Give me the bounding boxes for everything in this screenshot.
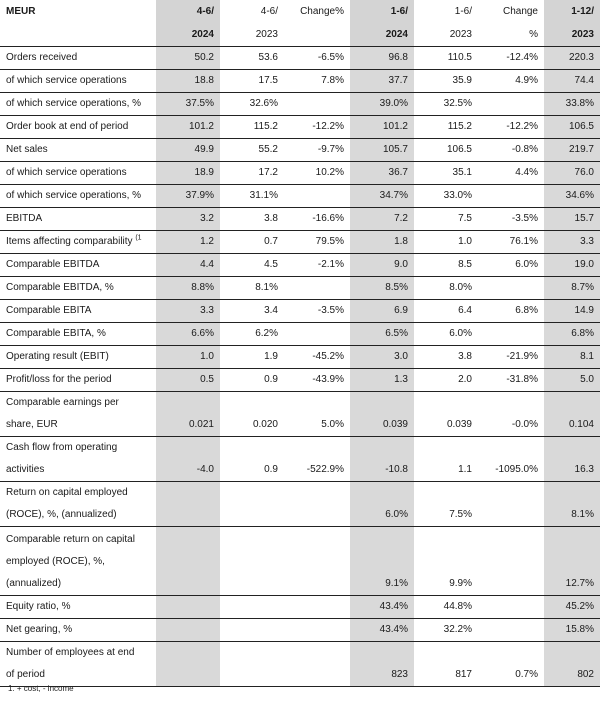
row-label: of which service operations — [0, 162, 156, 185]
value-cell — [156, 642, 220, 687]
value-cell: 3.3 — [156, 300, 220, 323]
value-cell — [284, 185, 350, 208]
value-cell: 6.8% — [544, 323, 600, 346]
value-cell: 7.5 — [414, 208, 478, 231]
value-cell — [478, 619, 544, 642]
value-cell: 37.5% — [156, 93, 220, 116]
value-cell: -1095.0% — [478, 437, 544, 482]
row-label: Cash flow from operating activities — [0, 437, 156, 482]
value-cell: 14.9 — [544, 300, 600, 323]
value-cell: 0.9 — [220, 437, 284, 482]
value-cell — [284, 619, 350, 642]
value-cell: 3.0 — [350, 346, 414, 369]
column-header-4: 1-6/ 2024 — [350, 0, 414, 47]
value-cell — [478, 482, 544, 527]
value-cell: 1.8 — [350, 231, 414, 254]
value-cell: 43.4% — [350, 596, 414, 619]
value-cell: 53.6 — [220, 47, 284, 70]
value-cell: 0.039 — [414, 392, 478, 437]
table-row — [0, 300, 600, 323]
value-cell: 9.9% — [414, 527, 478, 596]
value-cell: 4.9% — [478, 70, 544, 93]
value-cell — [478, 596, 544, 619]
value-cell: 6.8% — [478, 300, 544, 323]
value-cell: 6.0% — [478, 254, 544, 277]
value-cell: -2.1% — [284, 254, 350, 277]
value-cell — [284, 323, 350, 346]
value-cell: 36.7 — [350, 162, 414, 185]
value-cell — [156, 527, 220, 596]
value-cell: 6.5% — [350, 323, 414, 346]
table-row — [0, 116, 600, 139]
value-cell: 17.5 — [220, 70, 284, 93]
table-row — [0, 162, 600, 185]
value-cell: 18.9 — [156, 162, 220, 185]
value-cell: -0.8% — [478, 139, 544, 162]
table-row — [0, 47, 600, 70]
value-cell: 15.8% — [544, 619, 600, 642]
value-cell: -21.9% — [478, 346, 544, 369]
value-cell: 6.6% — [156, 323, 220, 346]
value-cell: 76.0 — [544, 162, 600, 185]
value-cell: -6.5% — [284, 47, 350, 70]
column-header-2: 4-6/ 2023 — [220, 0, 284, 47]
value-cell: 19.0 — [544, 254, 600, 277]
table-row — [0, 346, 600, 369]
value-cell — [220, 596, 284, 619]
value-cell: -9.7% — [284, 139, 350, 162]
row-label: Comparable EBITA, % — [0, 323, 156, 346]
table-row — [0, 482, 600, 527]
row-label: Comparable EBITA — [0, 300, 156, 323]
value-cell: 101.2 — [350, 116, 414, 139]
value-cell: 9.1% — [350, 527, 414, 596]
row-label: Net sales — [0, 139, 156, 162]
value-cell: 44.8% — [414, 596, 478, 619]
value-cell: 101.2 — [156, 116, 220, 139]
value-cell: 3.2 — [156, 208, 220, 231]
value-cell: 3.8 — [220, 208, 284, 231]
value-cell: -12.2% — [478, 116, 544, 139]
row-label: Profit/loss for the period — [0, 369, 156, 392]
value-cell — [220, 619, 284, 642]
value-cell: 7.2 — [350, 208, 414, 231]
value-cell: 33.0% — [414, 185, 478, 208]
value-cell: 6.2% — [220, 323, 284, 346]
value-cell: 31.1% — [220, 185, 284, 208]
value-cell — [220, 642, 284, 687]
value-cell: 1.0 — [156, 346, 220, 369]
value-cell: 12.7% — [544, 527, 600, 596]
value-cell: -0.0% — [478, 392, 544, 437]
value-cell: 1.3 — [350, 369, 414, 392]
value-cell: 37.9% — [156, 185, 220, 208]
value-cell — [284, 596, 350, 619]
value-cell: 5.0 — [544, 369, 600, 392]
value-cell — [478, 277, 544, 300]
table-row — [0, 254, 600, 277]
value-cell: 817 — [414, 642, 478, 687]
value-cell — [478, 185, 544, 208]
value-cell — [478, 527, 544, 596]
value-cell: 0.5 — [156, 369, 220, 392]
value-cell: 15.7 — [544, 208, 600, 231]
value-cell: 4.4% — [478, 162, 544, 185]
value-cell: 3.8 — [414, 346, 478, 369]
value-cell: 8.7% — [544, 277, 600, 300]
value-cell: 6.4 — [414, 300, 478, 323]
value-cell: 0.7 — [220, 231, 284, 254]
value-cell — [478, 323, 544, 346]
value-cell: 18.8 — [156, 70, 220, 93]
value-cell: -10.8 — [350, 437, 414, 482]
value-cell: 3.3 — [544, 231, 600, 254]
value-cell: 34.7% — [350, 185, 414, 208]
column-header-6: Change % — [478, 0, 544, 47]
value-cell: -16.6% — [284, 208, 350, 231]
value-cell — [220, 482, 284, 527]
row-label: Number of employees at end of period — [0, 642, 156, 687]
value-cell: 4.4 — [156, 254, 220, 277]
row-label: Orders received — [0, 47, 156, 70]
value-cell: 106.5 — [414, 139, 478, 162]
column-header-7: 1-12/ 2023 — [544, 0, 600, 47]
value-cell: 9.0 — [350, 254, 414, 277]
row-label: EBITDA — [0, 208, 156, 231]
row-label: of which service operations, % — [0, 93, 156, 116]
table-row — [0, 642, 600, 687]
table-row — [0, 277, 600, 300]
value-cell: 45.2% — [544, 596, 600, 619]
value-cell: 8.0% — [414, 277, 478, 300]
value-cell: 1.0 — [414, 231, 478, 254]
value-cell: 34.6% — [544, 185, 600, 208]
value-cell — [284, 93, 350, 116]
value-cell: 8.8% — [156, 277, 220, 300]
table-row — [0, 437, 600, 482]
header-row — [0, 0, 600, 47]
footnote: 1. + cost, - income — [8, 684, 74, 693]
value-cell: 823 — [350, 642, 414, 687]
table-row — [0, 596, 600, 619]
row-label: Comparable EBITDA — [0, 254, 156, 277]
unit-header: MEUR — [0, 0, 156, 47]
table-row — [0, 208, 600, 231]
value-cell: 17.2 — [220, 162, 284, 185]
value-cell: -12.2% — [284, 116, 350, 139]
value-cell: 7.5% — [414, 482, 478, 527]
value-cell: -12.4% — [478, 47, 544, 70]
value-cell: 37.7 — [350, 70, 414, 93]
value-cell — [156, 482, 220, 527]
value-cell — [284, 277, 350, 300]
value-cell: 39.0% — [350, 93, 414, 116]
value-cell: 43.4% — [350, 619, 414, 642]
value-cell: 6.0% — [414, 323, 478, 346]
value-cell: 49.9 — [156, 139, 220, 162]
column-header-5: 1-6/ 2023 — [414, 0, 478, 47]
value-cell: 7.8% — [284, 70, 350, 93]
row-label: Net gearing, % — [0, 619, 156, 642]
value-cell: 0.9 — [220, 369, 284, 392]
row-label: Comparable EBITDA, % — [0, 277, 156, 300]
row-label: Operating result (EBIT) — [0, 346, 156, 369]
value-cell: 2.0 — [414, 369, 478, 392]
value-cell: 0.039 — [350, 392, 414, 437]
value-cell: 96.8 — [350, 47, 414, 70]
value-cell: 32.2% — [414, 619, 478, 642]
value-cell: 74.4 — [544, 70, 600, 93]
table-row — [0, 231, 600, 254]
value-cell — [220, 527, 284, 596]
value-cell: 110.5 — [414, 47, 478, 70]
table-row — [0, 369, 600, 392]
value-cell: 220.3 — [544, 47, 600, 70]
value-cell: 1.1 — [414, 437, 478, 482]
value-cell: 50.2 — [156, 47, 220, 70]
value-cell: 105.7 — [350, 139, 414, 162]
value-cell — [156, 619, 220, 642]
value-cell: 1.9 — [220, 346, 284, 369]
table-row — [0, 392, 600, 437]
value-cell: 55.2 — [220, 139, 284, 162]
value-cell: 106.5 — [544, 116, 600, 139]
table-row — [0, 323, 600, 346]
table-row — [0, 527, 600, 596]
value-cell: 8.1% — [220, 277, 284, 300]
value-cell: 3.4 — [220, 300, 284, 323]
value-cell: 35.1 — [414, 162, 478, 185]
table-row — [0, 185, 600, 208]
table-row — [0, 93, 600, 116]
value-cell: 5.0% — [284, 392, 350, 437]
row-label: Return on capital employed (ROCE), %, (annualized) — [0, 482, 156, 527]
column-header-3: Change% — [284, 0, 350, 47]
table-row — [0, 619, 600, 642]
value-cell: 6.0% — [350, 482, 414, 527]
value-cell: 8.1% — [544, 482, 600, 527]
value-cell: 8.5 — [414, 254, 478, 277]
value-cell: 1.2 — [156, 231, 220, 254]
row-label: Items affecting comparability $^{(1}$ — [0, 231, 156, 254]
value-cell: 33.8% — [544, 93, 600, 116]
row-label: Comparable earnings per share, EUR — [0, 392, 156, 437]
value-cell: 79.5% — [284, 231, 350, 254]
value-cell — [284, 527, 350, 596]
value-cell: -45.2% — [284, 346, 350, 369]
value-cell: 76.1% — [478, 231, 544, 254]
row-label: of which service operations — [0, 70, 156, 93]
row-label: Equity ratio, % — [0, 596, 156, 619]
value-cell: 115.2 — [220, 116, 284, 139]
value-cell: 0.020 — [220, 392, 284, 437]
table-row — [0, 70, 600, 93]
value-cell: 6.9 — [350, 300, 414, 323]
value-cell: -4.0 — [156, 437, 220, 482]
value-cell — [478, 93, 544, 116]
value-cell — [284, 482, 350, 527]
value-cell: 115.2 — [414, 116, 478, 139]
value-cell — [284, 642, 350, 687]
value-cell: -3.5% — [284, 300, 350, 323]
footnote-marker: (1 — [135, 234, 142, 242]
row-label: Comparable return on capital employed (ROCE), %, (annualized) — [0, 527, 156, 596]
value-cell: 32.5% — [414, 93, 478, 116]
value-cell — [156, 596, 220, 619]
value-cell: 16.3 — [544, 437, 600, 482]
table-row — [0, 139, 600, 162]
row-label: of which service operations, % — [0, 185, 156, 208]
column-header-1: 4-6/ 2024 — [156, 0, 220, 47]
value-cell: 8.5% — [350, 277, 414, 300]
value-cell: -522.9% — [284, 437, 350, 482]
value-cell: -43.9% — [284, 369, 350, 392]
row-label: Order book at end of period — [0, 116, 156, 139]
value-cell: 802 — [544, 642, 600, 687]
value-cell: -31.8% — [478, 369, 544, 392]
value-cell: 32.6% — [220, 93, 284, 116]
value-cell: 219.7 — [544, 139, 600, 162]
value-cell: 0.021 — [156, 392, 220, 437]
value-cell: 4.5 — [220, 254, 284, 277]
value-cell: 10.2% — [284, 162, 350, 185]
value-cell: 8.1 — [544, 346, 600, 369]
value-cell: -3.5% — [478, 208, 544, 231]
value-cell: 35.9 — [414, 70, 478, 93]
value-cell: 0.104 — [544, 392, 600, 437]
value-cell: 0.7% — [478, 642, 544, 687]
